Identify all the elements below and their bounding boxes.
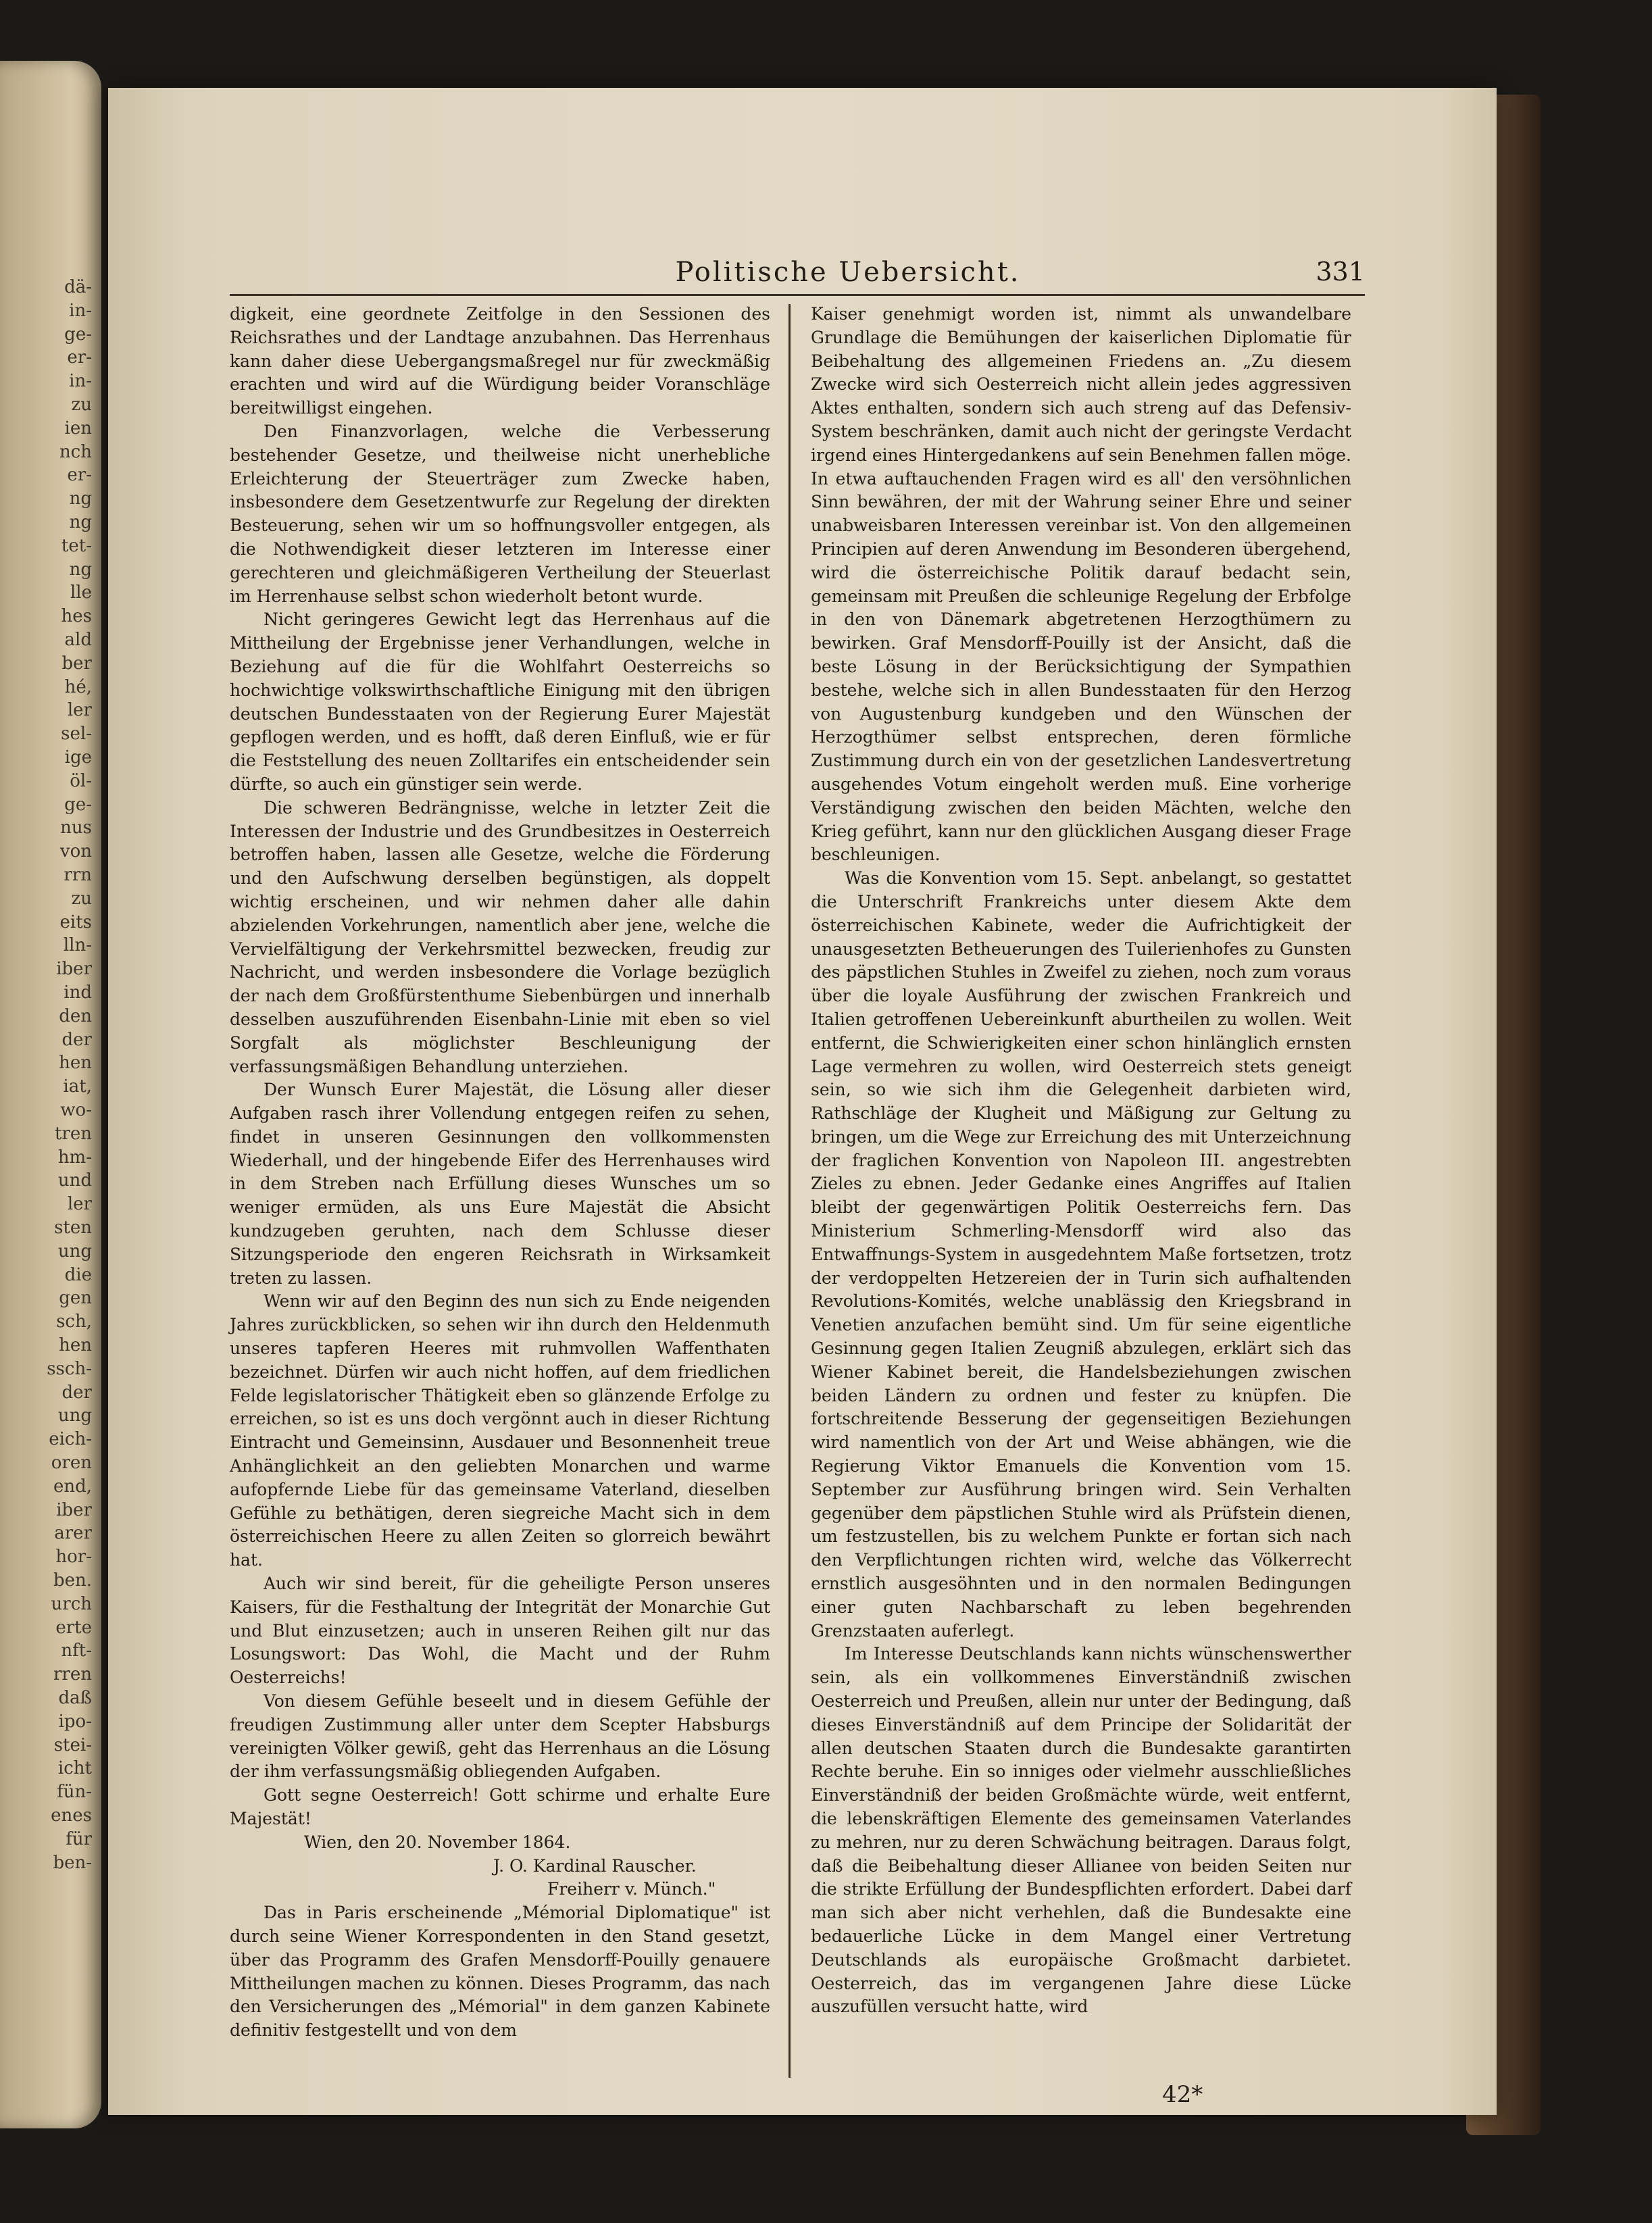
signature-name: J. O. Kardinal Rauscher. <box>493 1855 697 1876</box>
left-page-fragment: hen <box>59 1335 92 1355</box>
left-page-fragment: urch <box>51 1593 92 1614</box>
left-page-fragment: ler <box>67 1194 92 1215</box>
sheet-signature: 42* <box>1162 2081 1203 2108</box>
left-page-fragment: stei- <box>53 1734 92 1755</box>
left-page-fragment: end, <box>53 1476 92 1497</box>
left-page-fragment: iber <box>56 1499 92 1520</box>
left-page-fragment: ssch- <box>47 1358 92 1379</box>
left-column-body <box>230 303 770 1831</box>
signature-place-date: Wien, den 20. November 1864. <box>304 1832 571 1852</box>
left-page-fragment: ald <box>64 630 92 650</box>
left-page-fragment: in- <box>69 300 92 321</box>
left-column-continued <box>230 1901 770 2043</box>
left-column-paragraph: Das in Paris erscheinende „Mémorial Diplomatique" ist durch seine Wiener Korrespondenten in den Stand gesetzt, über das Programm des Grafen Mensdorff-Pouilly genauere Mittheilungen machen zu können. Dieses Programm, das nach den Versicherungen des „Mémorial" in dem ganzen Kabinete definitiv festgestellt und von dem <box>230 1903 770 2041</box>
left-page-fragment: er- <box>67 465 92 486</box>
left-page-fragment: und <box>57 1170 92 1191</box>
left-page-fragment: arer <box>54 1523 92 1544</box>
left-page-fragment: hm- <box>57 1147 92 1168</box>
left-page-fragment: hen <box>59 1053 92 1074</box>
left-page-fragment: den <box>59 1005 92 1026</box>
left-page-fragment: für <box>66 1828 92 1849</box>
left-page-fragment: der <box>61 1382 92 1403</box>
left-page-fragment: nus <box>60 818 92 839</box>
left-page-fragment: ung <box>57 1241 92 1262</box>
running-title: Politische Uebersicht. <box>675 257 1021 288</box>
column-divider <box>789 304 791 2078</box>
signature-block <box>230 1831 770 1901</box>
left-page-fragment: von <box>59 841 92 862</box>
left-page-fragment: ber <box>61 653 92 674</box>
left-page-fragment: nft- <box>61 1641 92 1662</box>
left-page-fragment: rren <box>53 1664 92 1685</box>
left-page-fragment: zu <box>71 395 92 415</box>
left-column-paragraph: Gott segne Oesterreich! Gott schirme und erhalte Eure Majestät! <box>230 1785 770 1828</box>
left-page-fragment: icht <box>57 1758 92 1779</box>
left-page-fragment: iber <box>56 959 92 980</box>
running-head <box>108 257 1497 297</box>
book-page <box>108 88 1497 2115</box>
left-page-fragment: ipo- <box>58 1711 92 1732</box>
left-facing-page <box>0 61 101 2128</box>
left-page-fragment: iat, <box>63 1076 92 1097</box>
left-page-fragment: öl- <box>70 770 92 791</box>
left-page-fragment: lle <box>70 582 92 603</box>
left-column-paragraph: Von diesem Gefühle beseelt und in diesem Gefühle der freudigen Zustimmung aller unter dem Scepter Habsburgs vereinigten Völker gewiß, geht das Herrenhaus an die Lösung der ihm verfassungsmäßig obliegenden Aufgaben. <box>230 1691 770 1782</box>
left-page-fragment: erte <box>55 1617 92 1638</box>
left-page-fragment: ien <box>64 418 92 439</box>
left-page-fragment: zu <box>71 888 92 909</box>
left-page-fragment: hor- <box>55 1547 92 1568</box>
left-column-paragraph: Nicht geringeres Gewicht legt das Herrenhaus auf die Mittheilung der Ergebnisse jener Verhandlungen, welche in Beziehung auf die für die Wohlfahrt Oesterreichs so hochwichtige volkswirthschaftliche Einigung mit den übrigen deutschen Bundesstaaten von der Regierung Eurer Majestät gepflogen werden, und es hofft, daß deren Einfluß, wie er für die Feststellung des neuen Zolltarifes ein entscheidender sein dürfte, so auch ein günstiger sein werde. <box>230 609 770 794</box>
left-page-fragment: nch <box>59 441 92 462</box>
left-column-paragraph: Auch wir sind bereit, für die geheiligte Person unseres Kaisers, für die Festhaltung der Integrität der Monarchie Gut und Blut einzusetzen; auch in unseren Reihen gilt nur das Losungswort: Das Wohl, die Macht und der Ruhm Oesterreichs! <box>230 1574 770 1688</box>
left-page-fragment: wo- <box>60 1100 92 1120</box>
left-page-fragment: ng <box>69 489 92 509</box>
right-column-body <box>811 303 1351 2019</box>
left-page-fragment: eits <box>59 911 92 932</box>
left-page-fragment: lln- <box>63 935 92 956</box>
left-page-fragment: ng <box>69 512 92 532</box>
left-page-fragment: daß <box>58 1688 92 1708</box>
left-page-fragment: ind <box>64 982 92 1003</box>
right-column <box>811 303 1351 2019</box>
left-page-fragment: hes <box>61 606 92 627</box>
left-page-fragment: ge- <box>64 324 92 345</box>
left-page-fragment: ben- <box>53 1852 92 1873</box>
left-column-paragraph: Wenn wir auf den Beginn des nun sich zu Ende neigenden Jahres zurückblicken, so sehen wir ihn durch den Heldenmuth unseres tapferen Heeres mit ruhmvollen Waffenthaten bezeichnet. Dürfen wir auch nicht hoffen, auf dem friedlichen Felde legislatorischer Thätigkeit eben so glänzende Erfolge zu erreichen, so ist es uns doch vergönnt auch in dieser Richtung Eintracht und Gemeinsinn, Ausdauer und Besonnenheit treue Anhänglichkeit an den geliebten Monarchen und warme aufopfernde Liebe für das gemeinsame Vaterland, dieselben Gefühle zu bethätigen, deren siegreiche Macht sich in dem österreichischen Heere zu allen Zeiten so glorreich bewährt hat. <box>230 1291 770 1570</box>
left-page-fragment: eich- <box>49 1429 92 1450</box>
right-column-paragraph: Was die Konvention vom 15. Sept. anbelangt, so gestattet die Unterschrift Frankreichs unter diesem Akte dem österreichischen Kabinete, weder die Aufrichtigkeit der unausgesetzten Betheuerungen des Tuilerienhofes zu Gunsten des päpstlichen Stuhles in Zweifel zu ziehen, noch zum voraus über die loyale Ausführung der zwischen Frankreich und Italien getroffenen Uebereinkunft aburtheilen zu wollen. Weit entfernt, die Schwierigkeiten einer schon hinlänglich ernsten Lage vermehren zu wollen, wird Oesterreich stets geneigt sein, so wie sich ihm die Gelegenheit darbieten wird, Rathschläge der Klugheit und Mäßigung zur Geltung zu bringen, um die Wege zur Erreichung des mit Unterzeichnung der fraglichen Konvention von Napoleon III. angestrebten Zieles zu ebnen. Jeder Gedanke eines Angriffes auf Italien bleibt der gegenwärtigen Politik Oesterreichs fern. Das Ministerium Schmerling-Mensdorff wird also das Entwaffnungs-System in ausgedehntem Maße fortsetzen, trotz der verdoppelten Hetzereien der in Turin sich aufhaltenden Revolutions-Komités, welche unablässig den Kriegsbrand in Venetien anzufachen bemüht sind. Um für seine eigentliche Gesinnung gegen Italien Zeugniß abzulegen, erklärt sich das Wiener Kabinet bereit, die Handelsbeziehungen zwischen beiden Ländern zu ordnen und fester zu knüpfen. Die fortschreitende Besserung der gegenseitigen Beziehungen wird namentlich von der Art und Weise abhängen, wie die Regierung Viktor Emanuels die Konvention vom 15. September zur Ausführung bringen wird. Sein Verhalten gegenüber dem päpstlichen Stuhle wird als Prüfstein dienen, um festzustellen, bis zu welchem Punkte er fortan sich nach den Verpflichtungen richten wird, welche das Völkerrecht ernstlich ausgesöhnten und in den normalen Bedingungen einer guten Nachbarschaft zu leben begehrenden Grenzstaaten auferlegt. <box>811 868 1351 1641</box>
left-page-fragment: tren <box>54 1123 92 1144</box>
left-page-fragment: tet- <box>61 535 92 556</box>
left-column <box>230 303 770 2043</box>
left-page-fragment: rrn <box>64 865 92 885</box>
left-page-fragment: der <box>61 1029 92 1050</box>
left-column-paragraph: Die schweren Bedrängnisse, welche in letzter Zeit die Interessen der Industrie und des Grundbesitzes in Oesterreich betroffen haben, lassen alle Gesetze, welche die Förderung und den Aufschwung derselben begünstigen, als doppelt wichtig erscheinen, und wir nehmen daher alle dahin abzielenden Vorkehrungen, namentlich aber jene, welche die Vervielfältigung der Verkehrsmittel bezwecken, freudig zur Nachricht, und werden insbesondere die Vorlage bezüglich der nach dem Großfürstenthume Siebenbürgen und innerhalb desselben auszuführenden Eisenbahn-Linie mit eben so viel Sorgfalt als möglichster Beschleunigung der verfassungsmäßigen Behandlung unterziehen. <box>230 797 770 1076</box>
page-number: 331 <box>1316 257 1365 286</box>
left-page-fragment: ler <box>67 700 92 721</box>
left-page-fragment: hé, <box>64 676 92 697</box>
left-page-fragment: ben. <box>53 1570 92 1591</box>
left-page-fragment: ng <box>69 559 92 580</box>
left-column-paragraph: Der Wunsch Eurer Majestät, die Lösung aller dieser Aufgaben rasch ihrer Vollendung entgegen reifen zu sehen, findet in unseren Gesinnungen den vollkommensten Wiederhall, und der hingebende Eifer des Herrenhauses wird in dem Streben nach Erfüllung dieses Wunsches um so weniger ermüden, als uns Eure Majestät die Absicht kundzugeben geruhten, nach dem Schlusse dieser Sitzungsperiode den engeren Reichsrath in Wirksamkeit treten zu lassen. <box>230 1080 770 1288</box>
left-page-fragment: dä- <box>64 277 92 297</box>
left-page-fragment: gen <box>59 1288 92 1309</box>
left-page-fragment: sch, <box>56 1312 92 1332</box>
left-page-fragment: sten <box>54 1218 92 1238</box>
left-page-fragment: oren <box>51 1453 92 1473</box>
signature-title: Freiherr v. Münch." <box>547 1879 716 1899</box>
left-column-paragraph: Den Finanzvorlagen, welche die Verbesserung bestehender Gesetze, und theilweise nicht unerhebliche Erleichterung der Steuerträger zum Zwecke haben, insbesondere dem Gesetzentwurfe zur Regelung der direkten Besteuerung, sehen wir um so hoffnungsvoller entgegen, als die Nothwendigkeit dieser letzteren im Interesse einer gerechteren und gleichmäßigeren Vertheilung der Steuerlast im Herrenhause selbst schon wiederholt betont wurde. <box>230 421 770 606</box>
right-column-paragraph: Im Interesse Deutschlands kann nichts wünschenswerther sein, als ein vollkommenes Einverständniß zwischen Oesterreich und Preußen, allein nur unter der Bedingung, daß dieses Einverständniß auf dem Principe der Solidarität der allen deutschen Staaten durch die Bundesakte garantirten Rechte beruhe. Ein so inniges oder vielmehr ausschließliches Einverständniß der beiden Großmächte würde, weit entfernt, die lebenskräftigen Elemente des gemeinsamen Vaterlandes zu mehren, nur zu deren Schwächung beitragen. Daraus folgt, daß die Beibehaltung dieser Allianee von beiden Seiten nur die strikte Erfüllung der Bundespflichten erfordert. Dabei darf man sich aber nicht verhehlen, daß die Bundesakte eine bedauerliche Lücke in dem Mangel einer Vertretung Deutschlands als europäische Großmacht darbietet. Oesterreich, das im vergangenen Jahre diese Lücke auszufüllen versucht hatte, wird <box>811 1644 1351 2017</box>
left-page-fragment: fün- <box>57 1782 92 1803</box>
left-page-fragment: enes <box>51 1805 92 1826</box>
left-page-fragment: sel- <box>61 724 92 745</box>
right-column-paragraph: Kaiser genehmigt worden ist, nimmt als unwandelbare Grundlage die Bemühungen der kaiserlichen Diplomatie für Beibehaltung des allgemeinen Friedens an. „Zu diesem Zwecke wird sich Oesterreich nicht allein jedes aggressiven Aktes enthalten, sondern sich auch streng auf das Defensiv-System beschränken, damit auch nicht der geringste Verdacht irgend eines Hintergedankens auf sein Benehmen fallen möge. In etwa auftauchenden Fragen wird es all' den versöhnlichen Sinn bewähren, der mit der Wahrung seiner Ehre und seiner unabweisbaren Interessen vereinbar ist. Von den allgemeinen Principien auf deren Anwendung im Besonderen übergehend, wird die österreichische Politik darauf bedacht sein, gemeinsam mit Preußen die schleunige Regelung der Erbfolge in den von Dänemark abgetretenen Herzogthümern zu bewirken. Graf Mensdorff-Pouilly ist der Ansicht, daß die beste Lösung in der Berücksichtigung der Sympathien bestehe, welche sich in allen Bundesstaaten für den Herzog von Augustenburg kundgeben und den Wünschen der Herzogthümer selbst entsprechen, deren förmliche Zustimmung durch ein von der gesetzlichen Landesvertretung ausgehendes Votum eingeholt werden muß. Eine vorherige Verständigung zwischen den beiden Mächten, welche den Krieg geführt, kann nur den glücklichen Ausgang dieser Frage beschleunigen. <box>811 304 1351 865</box>
header-rule <box>230 294 1365 296</box>
left-page-fragment: ige <box>64 747 92 768</box>
left-column-paragraph: digkeit, eine geordnete Zeitfolge in den Sessionen des Reichsrathes und der Landtage anzubahnen. Das Herrenhaus kann daher diese Uebergangsmaßregel nur für zweckmäßig erachten und wird auf die Würdigung beider Voranschläge bereitwilligst eingehen. <box>230 304 770 418</box>
left-page-fragment: ge- <box>64 794 92 815</box>
left-page-fragment: in- <box>69 371 92 392</box>
left-page-fragment: die <box>64 1264 92 1285</box>
left-page-fragment: er- <box>67 347 92 368</box>
left-page-fragment: ung <box>57 1405 92 1426</box>
